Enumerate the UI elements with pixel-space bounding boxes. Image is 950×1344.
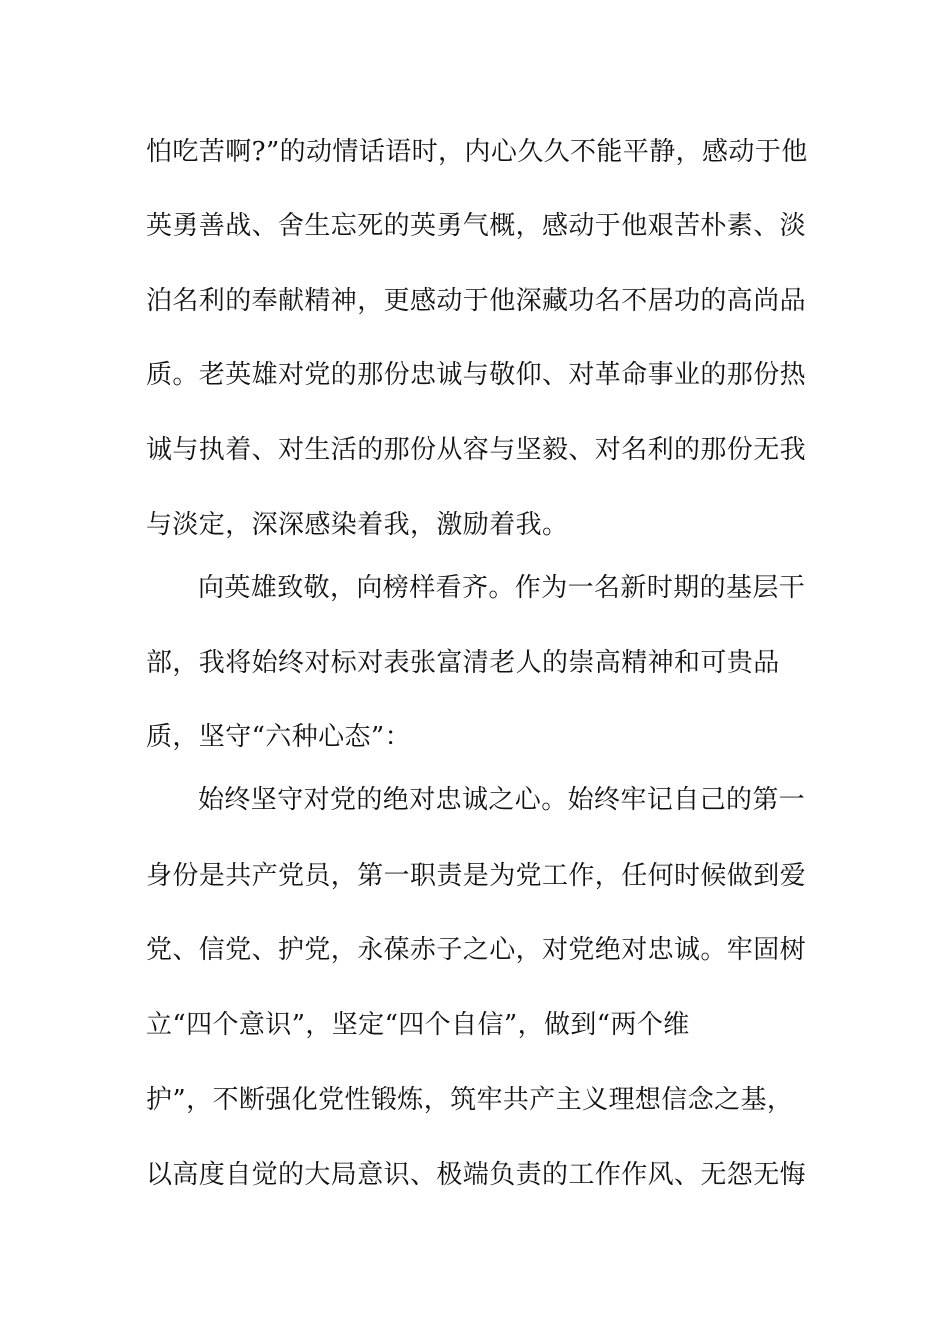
paragraph-line: 质。老英雄对党的那份忠诚与敬仰、对革命事业的那份热 (146, 360, 807, 390)
paragraph-line: 部，我将始终对标对表张富清老人的崇高精神和可贵品 (146, 648, 780, 678)
paragraph-line: 以高度自觉的大局意识、极端负责的工作作风、无怨无悔 (146, 1160, 807, 1190)
paragraph-line: 党、信党、护党，永葆赤子之心，对党绝对忠诚。牢固树 (146, 935, 807, 965)
paragraph-line: 立“四个意识”，坚定“四个自信”，做到“两个维 (146, 1010, 690, 1040)
paragraph-line: 质，坚守“六种心态”： (146, 722, 411, 752)
paragraph-line: 英勇善战、舍生忘死的英勇气概，感动于他艰苦朴素、淡 (146, 211, 807, 241)
paragraph-line: 身份是共产党员，第一职责是为党工作，任何时候做到爱 (146, 861, 807, 891)
paragraph-line: 向英雄致敬，向榜样看齐。作为一名新时期的基层干 (198, 573, 806, 603)
paragraph-line: 始终坚守对党的绝对忠诚之心。始终牢记自己的第一 (198, 785, 806, 815)
paragraph-line: 怕吃苦啊?”的动情话语时，内心久久不能平静，感动于他 (146, 137, 808, 167)
paragraph-line: 泊名利的奉献精神，更感动于他深藏功名不居功的高尚品 (146, 286, 807, 316)
paragraph-line: 诚与执着、对生活的那份从容与坚毅、对名利的那份无我 (146, 435, 807, 465)
paragraph-line: 与淡定，深深感染着我，激励着我。 (146, 510, 569, 540)
paragraph-line: 护”，不断强化党性锻炼，筑牢共产主义理想信念之基， (146, 1085, 794, 1115)
